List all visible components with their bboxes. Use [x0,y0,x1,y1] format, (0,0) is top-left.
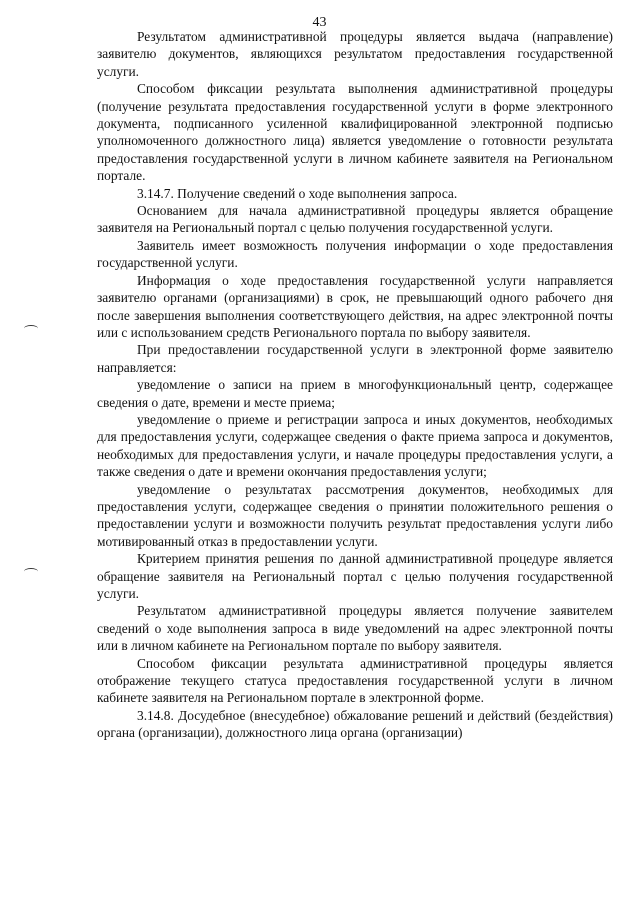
paragraph-appointment-notice: уведомление о записи на прием в многофункциональный центр, содержащее сведения о дате, времени и месте приема; [97,377,613,410]
paragraph-result-issuance: Результатом административной процедуры является выдача (направление) заявителю документов, являющихся результатом предоставления государственной услуги. [97,29,613,79]
margin-mark [24,325,38,332]
paragraph-electronic-form: При предоставлении государственной услуги в электронной форме заявителю направляется: [97,342,613,375]
margin-mark [24,568,38,575]
paragraph-status-display: Способом фиксации результата административной процедуры является отображение текущего статуса предоставления государственной услуги в личном кабинете заявителя на Региональном портале в электронной форме. [97,655,613,706]
section-heading-3-14-7: 3.14.7. Получение сведений о ходе выполнения запроса. [137,185,458,201]
section-heading-3-14-8: 3.14.8. Досудебное (внесудебное) обжалование решений и действий (бездействия) органа (организации), должностного лица органа (организации) [97,707,613,741]
document-body [97,28,613,742]
paragraph-procedure-result: Результатом административной процедуры является получение заявителем сведений о ходе выполнения запроса в виде уведомлений на адрес электронной почты или в личном кабинете на Региональном портале по выбору заявителя. [97,603,613,654]
paragraph-review-results-notice: уведомление о результатах рассмотрения документов, необходимых для предоставления услуги, содержащее сведения о принятии положительного решения о предоставлении услуги и возможности получить результат предоставления услуги либо мотивированный отказ в предоставлении услуги. [97,481,613,549]
paragraph-decision-criterion: Критерием принятия решения по данной административной процедуре является обращение заявителя на Региональный портал с целью получения государственной услуги. [97,551,613,601]
paragraph-registration-notice: уведомление о приеме и регистрации запроса и иных документов, необходимых для предоставления услуги, содержащее сведения о факте приема запроса и документов, необходимых для предоставления услуги, и начале процедуры предоставления услуги, а также сведения о дате и времени окончания предоставления услуги; [97,411,613,480]
page-number: 43 [312,15,327,30]
paragraph-applicant-ability: Заявитель имеет возможность получения информации о ходе предоставления государственной услуги. [97,237,613,271]
paragraph-result-fixation-method: Способом фиксации результата выполнения административной процедуры (получение результата предоставления государственной услуги в форме электронного документа, подписанного усиленной квалифицированной электронной подписью уполномоченного должностного лица) является уведомление о готовности результата предоставления государственной услуги в личном кабинете заявителя на Региональном портале. [97,81,613,184]
paragraph-progress-info: Информация о ходе предоставления государственной услуги направляется заявителю органами (организациями) в срок, не превышающий одного рабочего дня после завершения выполнения соответствующего действия, на адрес электронной почты или с использованием средств Регионального портала по выбору заявителя. [97,272,613,340]
paragraph-basis: Основанием для начала административной процедуры является обращение заявителя на Региональный портал с целью получения государственной услуги. [97,203,613,236]
